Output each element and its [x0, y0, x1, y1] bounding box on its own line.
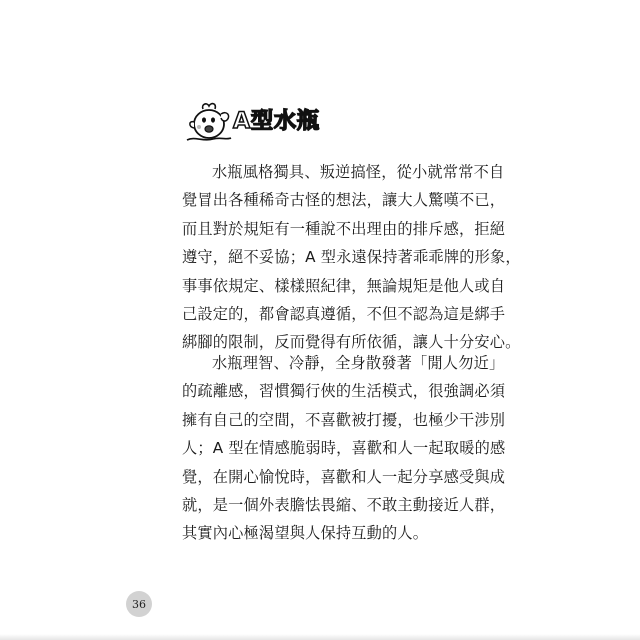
text-line: 綁腳的限制，反而覺得有所依循，讓人十分安心。 [182, 333, 521, 352]
paragraph-1 [182, 158, 521, 357]
page-number-badge [126, 591, 152, 617]
text-line: 擁有自己的空間，不喜歡被打擾，也極少干涉別 [182, 410, 506, 429]
page-number: 36 [132, 597, 146, 611]
page-edge-shadow [0, 634, 640, 640]
text-line: 其實內心極渴望與人保持互動的人。 [182, 524, 429, 543]
section-title: A型水瓶 [233, 109, 321, 134]
cartoon-mascot-icon [183, 100, 233, 144]
text-line: 水瓶風格獨具、叛逆搞怪，從小就常常不自 [212, 163, 505, 181]
text-line: 覺冒出各種稀奇古怪的想法，讓大人驚嘆不已， [182, 191, 506, 210]
text-line: 事事依規定、樣樣照紀律，無論規矩是他人或自 [182, 276, 506, 295]
text-line: 而且對於規矩有一種說不出理由的排斥感，拒絕 [182, 219, 506, 238]
paragraph-2 [182, 349, 504, 548]
text-line: 己設定的，都會認真遵循，不但不認為這是綁手 [182, 304, 506, 323]
text-line: 人；A 型在情感脆弱時，喜歡和人一起取暖的感 [182, 439, 506, 458]
text-line: 的疏離感，習慣獨行俠的生活模式，很強調必須 [182, 382, 506, 401]
section-heading [183, 100, 320, 144]
text-line: 就，是一個外表膽怯畏縮、不敢主動接近人群， [182, 495, 506, 514]
text-line: 水瓶理智、冷靜，全身散發著「閒人勿近」 [212, 354, 505, 372]
text-line: 覺，在開心愉悅時，喜歡和人一起分享感受與成 [182, 467, 506, 486]
text-line: 遵守，絕不妥協；A 型永遠保持著乖乖牌的形象， [182, 248, 521, 267]
